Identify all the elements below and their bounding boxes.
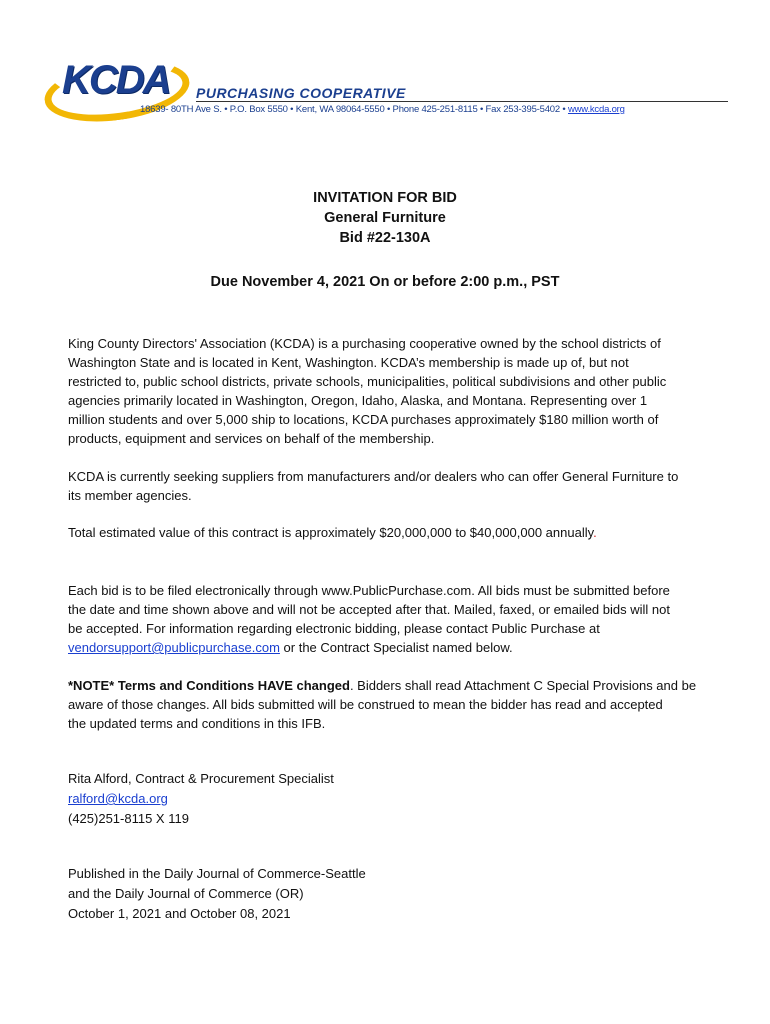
doc-subject: General Furniture <box>324 210 446 226</box>
text-line: Each bid is to be filed electronically through www.PublicPurchase.com. All bids must be submitted before <box>68 583 670 598</box>
coop-name: PURCHASING COOPERATIVE <box>196 85 406 101</box>
text-segment: or the Contract Specialist named below. <box>279 640 513 655</box>
header-divider <box>196 101 728 102</box>
paragraph-intro <box>68 334 728 448</box>
contact-email-link[interactable]: ralford@kcda.org <box>68 791 168 806</box>
website-link[interactable]: www.kcda.org <box>567 104 625 115</box>
contract-value-text: Total estimated value of this contract is approximately $20,000,000 to $40,000,000 annually <box>68 525 594 540</box>
vendor-support-email-link[interactable]: vendorsupport@publicpurchase.com <box>68 640 280 655</box>
text-line: products, equipment and services on behalf of the membership. <box>68 431 435 446</box>
text-line: restricted to, public school districts, private schools, municipalities, political subdivisions and other public <box>68 374 667 389</box>
publication-dates: October 1, 2021 and October 08, 2021 <box>68 906 291 921</box>
paragraph-note <box>68 676 728 733</box>
doc-title: INVITATION FOR BID <box>313 190 457 206</box>
address-text: 18639- 80TH Ave S. • P.O. Box 5550 • Kent, WA 98064-5550 • Phone 425-251-8115 • Fax 253-395-5402 • <box>140 104 568 115</box>
contact-phone: (425)251-8115 X 119 <box>68 811 189 826</box>
text-line <box>68 638 728 657</box>
text-line: Washington State and is located in Kent, Washington. KCDA’s membership is made up of, but not <box>68 355 629 370</box>
text-line <box>68 523 728 542</box>
text-line: aware of those changes. All bids submitted will be construed to mean the bidder has read and accepted <box>68 697 663 712</box>
contact-name: Rita Alford, Contract & Procurement Specialist <box>68 771 334 786</box>
text-line: be accepted. For information regarding electronic bidding, please contact Public Purchase at <box>68 621 600 636</box>
text-line <box>68 676 728 695</box>
text-line: King County Directors' Association (KCDA) is a purchasing cooperative owned by the school districts of <box>68 336 661 351</box>
text-line: the date and time shown above and will not be accepted after that. Mailed, faxed, or emailed bids will not <box>68 602 670 617</box>
bid-number: Bid #22-130A <box>339 230 431 246</box>
due-date: Due November 4, 2021 On or before 2:00 p.m., PST <box>210 274 560 290</box>
publication-line: Published in the Daily Journal of Commerce-Seattle <box>68 866 366 881</box>
paragraph-seeking <box>68 467 728 505</box>
contact-block <box>68 769 334 829</box>
paragraph-filing <box>68 581 728 657</box>
publication-line: and the Daily Journal of Commerce (OR) <box>68 886 304 901</box>
text-line: KCDA is currently seeking suppliers from manufacturers and/or dealers who can offer General Furniture to <box>68 469 679 484</box>
text-line: million students and over 5,000 ship to locations, KCDA purchases approximately $180 million worth of <box>68 412 659 427</box>
kcda-logo <box>44 56 194 126</box>
logo-text: KCDA <box>62 58 170 102</box>
paragraph-value <box>68 523 728 542</box>
publication-block <box>68 864 366 924</box>
text-line: its member agencies. <box>68 488 192 503</box>
period-mark: . <box>593 525 597 540</box>
text-line: agencies primarily located in Washington, Oregon, Idaho, Alaska, and Montana. Representing over 1 <box>68 393 648 408</box>
text-line: the updated terms and conditions in this IFB. <box>68 716 326 731</box>
letterhead-address <box>140 104 625 115</box>
note-heading: *NOTE* Terms and Conditions HAVE changed <box>68 678 350 693</box>
title-block <box>0 188 770 248</box>
text-segment: . Bidders shall read Attachment C Special Provisions and be <box>349 678 697 693</box>
